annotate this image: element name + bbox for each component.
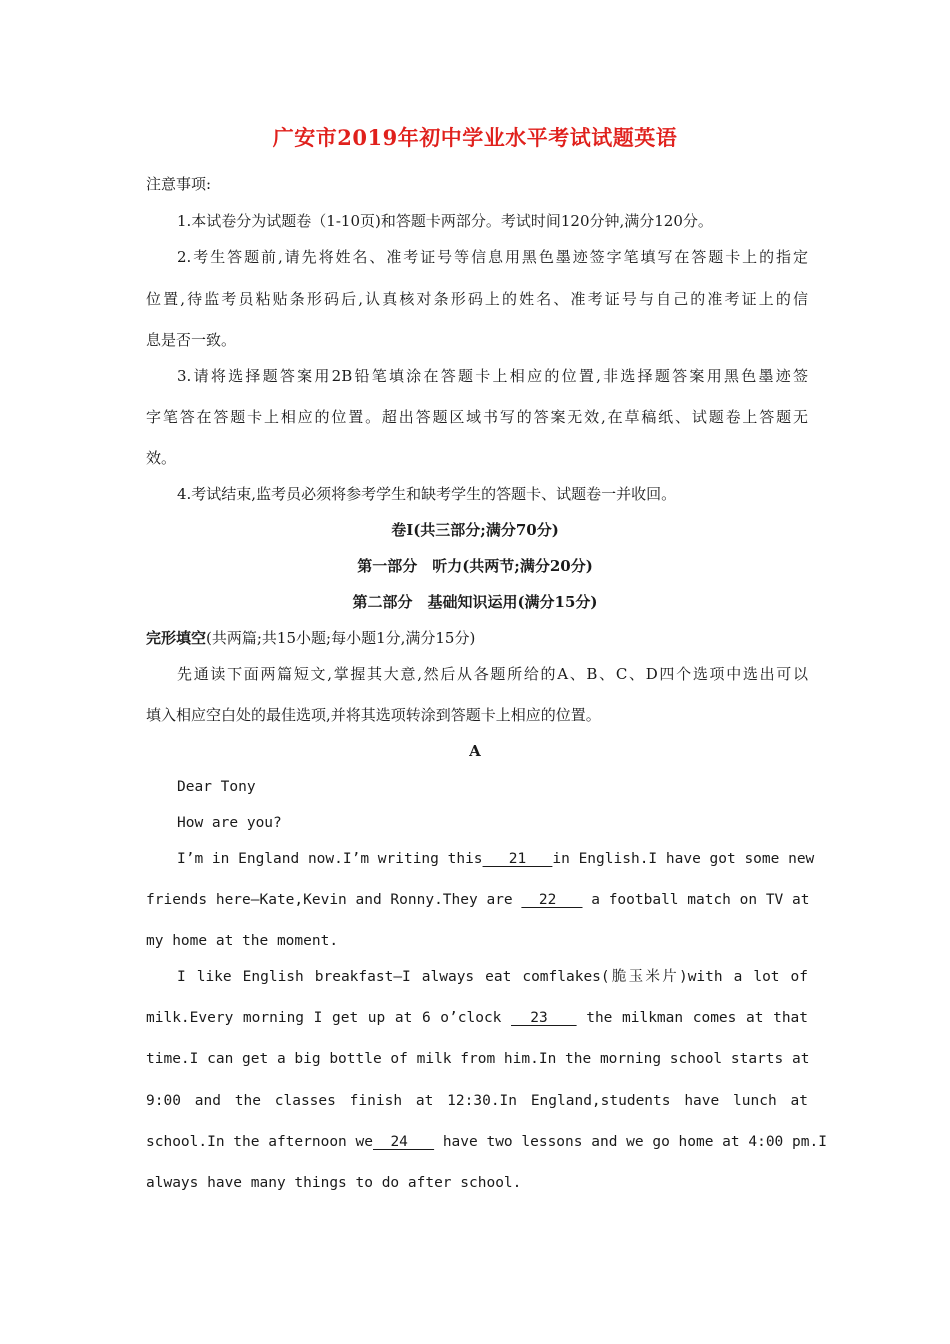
blank-23: 23	[511, 1010, 577, 1026]
cloze-label: 完形填空	[146, 629, 207, 647]
passage-text: milk.Every morning I get up at 6 o’clock	[146, 1010, 512, 1026]
cloze-label-detail: (共两篇;共15小题;每小题1分,满分15分)	[206, 629, 476, 647]
notice-2-line-3: 息是否一致。	[146, 331, 237, 349]
letter-question: How are you?	[177, 815, 282, 831]
cloze-instruction-line-2: 填入相应空白处的最佳选项,并将其选项转涂到答题卡上相应的位置。	[146, 706, 601, 724]
passage-text: in English.I have got some new	[552, 851, 815, 867]
cloze-instruction-line-1: 先通读下面两篇短文,掌握其大意,然后从各题所给的A、B、C、D四个选项中选出可以	[177, 665, 808, 683]
passage-line-9: always have many things to do after school.	[146, 1175, 522, 1191]
notice-3-line-2: 字笔答在答题卡上相应的位置。超出答题区域书写的答案无效,在草稿纸、试题卷上答题无	[146, 408, 808, 426]
cloze-heading	[146, 628, 808, 648]
part-2-heading: 第二部分 基础知识运用(满分15分)	[352, 593, 598, 611]
passage-line-4: I like English breakfast—I always eat comflakes(脆玉米片)with a lot of	[177, 969, 808, 985]
notice-2-line-2: 位置,待监考员粘贴条形码后,认真核对条形码上的姓名、准考证号与自己的准考证上的信	[146, 290, 808, 308]
passage-line-1	[177, 849, 815, 869]
passage-text: the milkman comes at that	[576, 1010, 809, 1026]
notice-2-line-1: 2.考生答题前,请先将姓名、准考证号等信息用黑色墨迹签字笔填写在答题卡上的指定	[177, 248, 808, 266]
passage-line-8	[146, 1132, 827, 1152]
passage-line-2	[146, 890, 808, 910]
passage-text: school.In the afternoon we	[146, 1134, 373, 1150]
passage-text: I’m in England now.I’m writing this	[177, 851, 483, 867]
volume-1-heading: 卷Ⅰ(共三部分;满分70分)	[391, 521, 559, 539]
notice-4: 4.考试结束,监考员必须将参考学生和缺考学生的答题卡、试题卷一并收回。	[177, 485, 677, 503]
part-1-heading: 第一部分 听力(共两节;满分20分)	[357, 557, 593, 575]
page-title: 广安市2019年初中学业水平考试试题英语	[272, 125, 678, 150]
passage-line-7: 9:00 and the classes finish at 12:30.In England,students have lunch at	[146, 1093, 808, 1109]
passage-line-6: time.I can get a big bottle of milk from him.In the morning school starts at	[146, 1051, 810, 1067]
notice-heading: 注意事项:	[146, 175, 212, 193]
passage-line-5	[146, 1008, 808, 1028]
passage-text: a football match on TV at	[582, 892, 810, 908]
passage-text: have two lessons and we go home at 4:00 pm.I	[434, 1134, 827, 1150]
passage-line-3: my home at the moment.	[146, 933, 339, 949]
passage-heading: A	[469, 742, 481, 760]
notice-3-line-1: 3.请将选择题答案用2B铅笔填涂在答题卡上相应的位置,非选择题答案用黑色墨迹签	[177, 367, 808, 385]
blank-24: 24	[372, 1134, 435, 1150]
blank-21: 21	[482, 851, 553, 867]
blank-22: 22	[521, 892, 583, 908]
notice-3-line-3: 效。	[146, 449, 177, 467]
passage-text: friends here—Kate,Kevin and Ronny.They are	[146, 892, 522, 908]
letter-greeting: Dear Tony	[177, 779, 256, 795]
notice-1: 1.本试卷分为试题卷（1-10页)和答题卡两部分。考试时间120分钟,满分120分。	[177, 212, 713, 230]
